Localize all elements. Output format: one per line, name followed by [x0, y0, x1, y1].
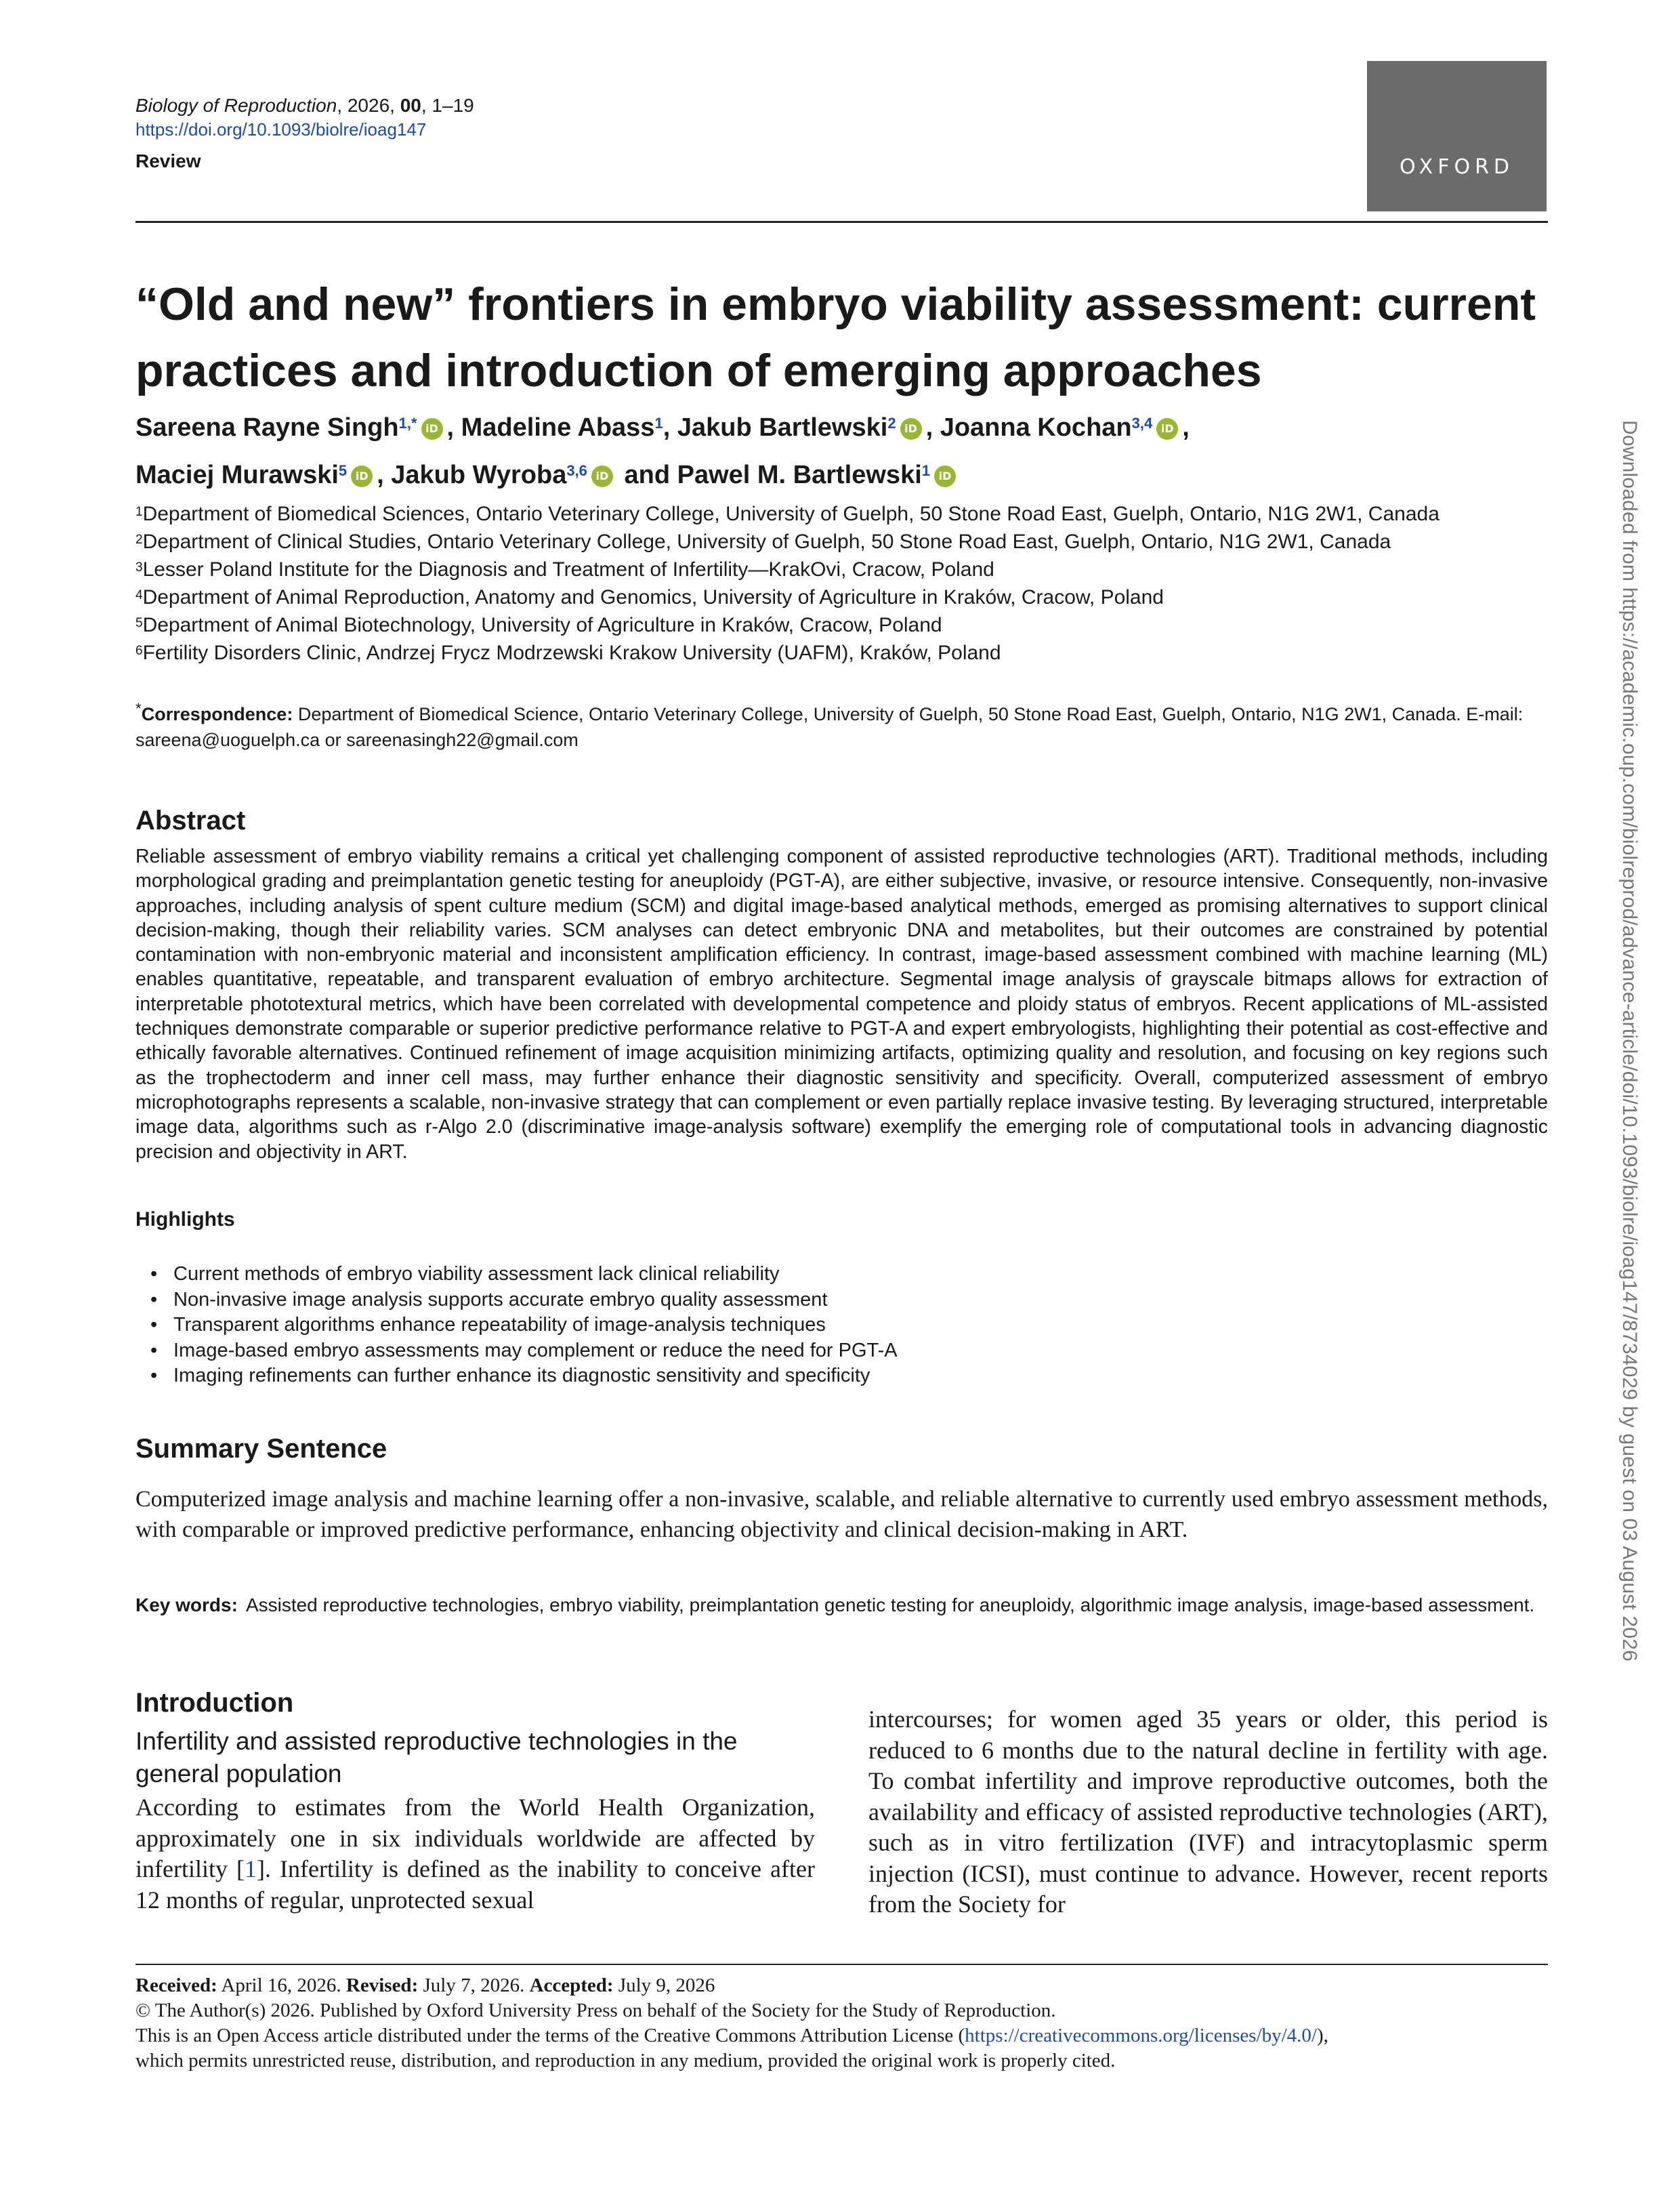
author-separator: ,: [925, 413, 940, 442]
summary-text: Computerized image analysis and machine learning offer a non-invasive, scalable, and reliable alternative to currently used embryo assessment methods, with comparable or improved predictive performance, enhancing objectivity and clinical decision-making in ART.: [135, 1487, 1548, 1542]
journal-citation: [135, 94, 474, 118]
article-type: Review: [135, 150, 201, 171]
bullet-icon: •: [150, 1314, 158, 1336]
affiliation-list: [135, 500, 1548, 667]
author-name: Joanna Kochan: [940, 413, 1132, 442]
license-link[interactable]: https://creativecommons.org/licenses/by/4.0/: [965, 2025, 1317, 2046]
bullet-icon: •: [150, 1365, 158, 1386]
journal-name: Biology of Reproduction: [135, 95, 337, 116]
bullet-icon: •: [150, 1288, 158, 1310]
body-text: ]. Infertility is defined as the inability to conceive after 12 months of regular, unprotected sexual: [135, 1855, 815, 1914]
header-divider: [135, 221, 1548, 223]
affiliation-item: [135, 556, 1548, 583]
affiliation-item: [135, 500, 1548, 528]
author-name: Jakub Bartlewski: [677, 413, 888, 442]
download-watermark-text: Downloaded from https://academic.oup.com/biolreprod/advance-article/doi/10.1093/biolre/ioag147/8734029 by guest on 03 August 2026: [1618, 420, 1641, 1662]
revised-date: July 7, 2026.: [418, 1975, 530, 1996]
keywords: [135, 1592, 1548, 1617]
highlight-item: [135, 1262, 1548, 1287]
author-separator: and: [616, 461, 677, 489]
footer-divider: [135, 1964, 1548, 1965]
article-title: “Old and new” frontiers in embryo viability assessment: current practices and introduction of emerging approaches: [135, 278, 1536, 396]
highlight-item: [135, 1338, 1548, 1364]
author-separator: ,: [663, 413, 677, 442]
bullet-icon: •: [150, 1263, 158, 1285]
affiliation-number: 1: [135, 505, 143, 519]
orcid-icon[interactable]: iD: [900, 418, 922, 440]
highlight-item: [135, 1313, 1548, 1338]
summary-heading: Summary Sentence: [135, 1434, 387, 1464]
body-column-right: intercourses; for women aged 35 years or older, this period is reduced to 6 months due to the natural decline in fertility with age. To combat infertility and improve reproductive outcomes, both the availability and efficacy of assisted reproductive technologies (ART), such as in vitro fertilization (IVF) and intracytoplasmic sperm injection (ICSI), must continue to advance. However, recent reports from the Society for: [868, 1706, 1548, 1918]
license-text: ),: [1316, 2025, 1328, 2046]
revised-label: Revised:: [345, 1975, 419, 1996]
correspondence-text: Department of Biomedical Science, Ontario Veterinary College, University of Guelph, 50 Stone Road East, Guelph, Ontario, N1G 2W1, Canada. E-mail: sareena@uoguelph.ca or sareenasingh22@gmail.com: [135, 704, 1524, 750]
abstract-heading: Abstract: [135, 806, 246, 835]
author-affiliation-ref[interactable]: 1,*: [398, 415, 417, 432]
affiliation-item: [135, 583, 1548, 611]
bullet-icon: •: [150, 1339, 158, 1361]
received-date: April 16, 2026.: [217, 1975, 346, 1996]
author-affiliation-ref[interactable]: 3,6: [566, 462, 587, 479]
author-affiliation-ref[interactable]: 2: [887, 415, 896, 432]
correspondence-marker: *: [135, 700, 142, 717]
highlights-heading: Highlights: [135, 1208, 235, 1231]
author-name: Sareena Rayne Singh: [135, 413, 399, 442]
author-separator: ,: [377, 461, 392, 489]
correspondence: [135, 696, 1548, 753]
body-column-left: [135, 1792, 815, 1916]
affiliation-number: 4: [135, 588, 143, 602]
highlight-item: [135, 1287, 1548, 1313]
reference-link[interactable]: 1: [245, 1855, 257, 1882]
keywords-text: Assisted reproductive technologies, embryo viability, preimplantation genetic testing for aneuploidy, algorithmic image analysis, image-based assessment.: [245, 1594, 1535, 1615]
highlight-item: [135, 1363, 1548, 1389]
history-line: [135, 1973, 1548, 1998]
author-separator: ,: [446, 413, 461, 442]
license-line: [135, 2023, 1548, 2048]
author-list: [135, 404, 1548, 499]
author-name: Madeline Abass: [461, 413, 655, 442]
author-name: Jakub Wyroba: [391, 461, 567, 489]
author-separator: ,: [1182, 413, 1190, 442]
author-affiliation-ref[interactable]: 5: [338, 462, 348, 479]
accepted-date: July 9, 2026: [613, 1975, 715, 1996]
citation-year: , 2026,: [337, 95, 400, 116]
license-terms: which permits unrestricted reuse, distribution, and reproduction in any medium, provided the original work is properly cited.: [135, 2050, 1116, 2071]
author-affiliation-ref[interactable]: 1: [654, 415, 663, 432]
affiliation-text: Fertility Disorders Clinic, Andrzej Frycz Modrzewski Krakow University (UAFM), Kraków, Poland: [142, 642, 1001, 664]
received-label: Received:: [135, 1975, 217, 1996]
publisher-name: OXFORD: [1399, 155, 1515, 179]
affiliation-item: [135, 611, 1548, 639]
author-affiliation-ref[interactable]: 1: [921, 462, 931, 479]
orcid-icon[interactable]: iD: [591, 466, 613, 487]
doi-link[interactable]: https://doi.org/10.1093/biolre/ioag147: [135, 119, 427, 140]
affiliation-item: [135, 528, 1548, 556]
affiliation-text: Department of Biomedical Sciences, Ontario Veterinary College, University of Guelph, 50 Stone Road East, Guelph, Ontario, N1G 2W1, Canada: [142, 503, 1440, 525]
affiliation-number: 5: [135, 616, 143, 630]
article-footer: [135, 1973, 1548, 2073]
affiliation-number: 6: [135, 644, 143, 658]
affiliation-item: [135, 639, 1548, 667]
author-name: Pawel M. Bartlewski: [677, 461, 922, 489]
author-name: Maciej Murawski: [135, 461, 339, 489]
correspondence-label: Correspondence:: [141, 704, 293, 724]
highlight-text: Non-invasive image analysis supports accurate embryo quality assessment: [173, 1288, 828, 1310]
affiliation-text: Department of Clinical Studies, Ontario Veterinary College, University of Guelph, 50 Stone Road East, Guelph, Ontario, N1G 2W1, Canada: [142, 531, 1391, 553]
body-text: According to estimates from the World Health Organization, approximately one in six individuals worldwide are affected by infertility [: [135, 1794, 815, 1882]
highlight-text: Imaging refinements can further enhance its diagnostic sensitivity and specificity: [173, 1365, 870, 1386]
download-watermark: [1619, 420, 1646, 1830]
accepted-label: Accepted:: [529, 1975, 614, 1996]
orcid-icon[interactable]: iD: [421, 418, 443, 440]
citation-volume: 00: [400, 95, 421, 116]
author-affiliation-ref[interactable]: 3,4: [1131, 415, 1153, 432]
affiliation-text: Department of Animal Reproduction, Anatomy and Genomics, University of Agriculture in Kraków, Cracow, Poland: [142, 586, 1164, 608]
orcid-icon[interactable]: iD: [1156, 418, 1178, 440]
orcid-icon[interactable]: iD: [351, 466, 373, 487]
orcid-icon[interactable]: iD: [934, 466, 956, 487]
affiliation-number: 2: [135, 533, 143, 547]
affiliation-number: 3: [135, 560, 143, 575]
highlight-text: Transparent algorithms enhance repeatability of image-analysis techniques: [173, 1314, 826, 1336]
keywords-label: Key words:: [135, 1594, 238, 1615]
affiliation-text: Lesser Poland Institute for the Diagnosis and Treatment of Infertility—KrakOvi, Cracow, Poland: [142, 558, 994, 581]
publisher-logo: [1367, 61, 1547, 211]
highlight-text: Image-based embryo assessments may complement or reduce the need for PGT-A: [173, 1339, 898, 1361]
license-text: This is an Open Access article distributed under the terms of the Creative Commons Attribution License (: [135, 2025, 965, 2046]
abstract-text: Reliable assessment of embryo viability remains a critical yet challenging component of assisted reproductive technologies (ART). Traditional methods, including morphological grading and preimplantation genetic testing for aneuploidy (PGT-A), are either subjective, invasive, or resource intensive. Consequently, non-invasive approaches, including analysis of spent culture medium (SCM) and digital image-based analytical methods, emerged as promising alternatives to support clinical decision-making, though their reliability varies. SCM analyses can detect embryonic DNA and metabolites, but their outcomes are constrained by potential contamination with non-embryonic material and inconsistent amplification efficiency. In contrast, image-based assessment combined with machine learning (ML) enables quantitative, repeatable, and transparent evaluation of embryo architecture. Segmental image analysis of grayscale bitmaps allows for extraction of interpretable phototextural metrics, which have been correlated with developmental competence and ploidy status of embryos. Recent applications of ML-assisted techniques demonstrate comparable or superior predictive performance relative to PGT-A and expert embryologists, highlighting their potential as cost-effective and ethically favorable alternatives. Continued refinement of image acquisition minimizing artifacts, optimizing quality and resolution, and focusing on key regions such as the trophectoderm and inner cell mass, may further enhance their diagnostic sensitivity and specificity. Overall, computerized assessment of embryo microphotographs represents a scalable, non-invasive strategy that can complement or even partially replace invasive testing. By leveraging structured, interpretable image data, algorithms such as r-Algo 2.0 (discriminative image-analysis software) exemplify the emerging role of computational tools in advancing diagnostic precision and objectivity in ART.: [135, 846, 1548, 1163]
affiliation-text: Department of Animal Biotechnology, University of Agriculture in Kraków, Cracow, Poland: [142, 614, 942, 636]
highlight-text: Current methods of embryo viability assessment lack clinical reliability: [173, 1263, 780, 1285]
introduction-heading: Introduction: [135, 1688, 294, 1718]
introduction-subheading: Infertility and assisted reproductive technologies in the general population: [135, 1727, 738, 1788]
highlights-list: [135, 1262, 1548, 1389]
citation-pages: , 1–19: [421, 95, 474, 116]
copyright-line: © The Author(s) 2026. Published by Oxford University Press on behalf of the Society for the Study of Reproduction.: [135, 2000, 1056, 2021]
